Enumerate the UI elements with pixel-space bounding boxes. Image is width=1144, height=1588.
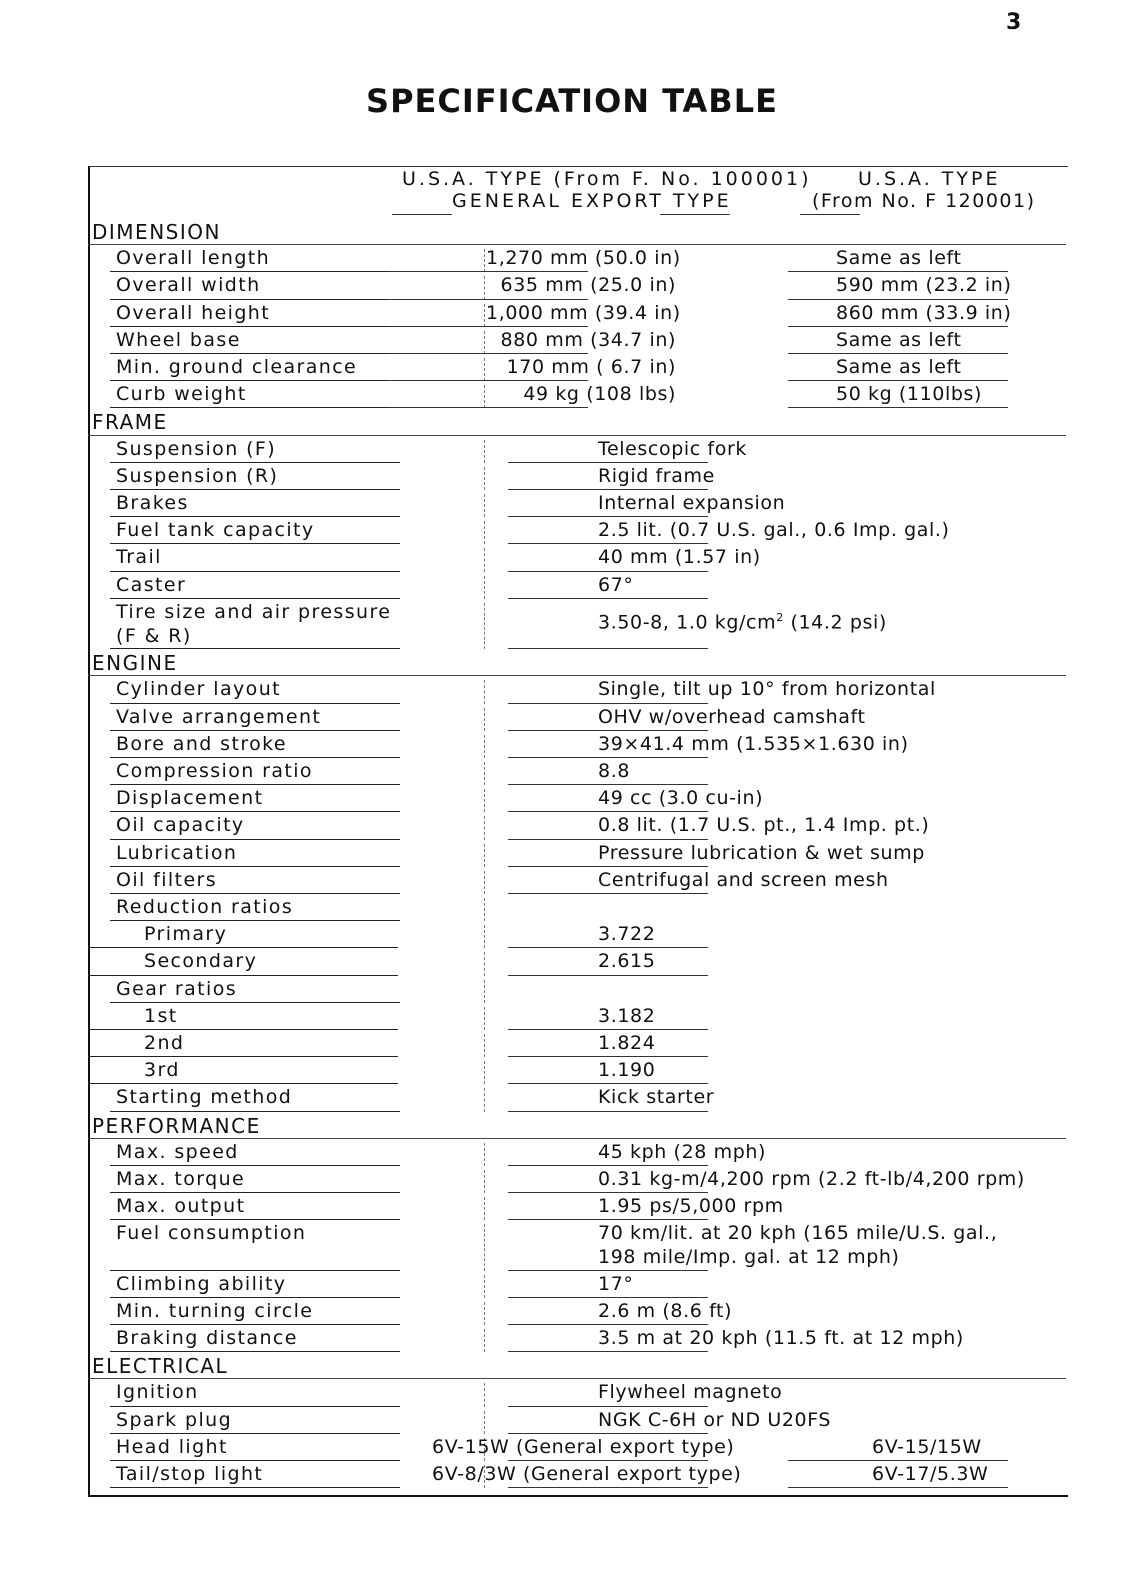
spec-row [88, 463, 1066, 490]
spec-row [88, 1084, 1066, 1111]
spec-value-text: 8.8 [598, 759, 631, 782]
spec-label: 3rd [144, 1059, 180, 1082]
spec-value [598, 1381, 782, 1403]
spec-row [88, 354, 1066, 381]
spec-value-text: Single, tilt up 10° from horizontal [598, 678, 936, 701]
spec-value-text: 2.615 [598, 950, 656, 973]
spec-label: Valve arrangement [116, 705, 322, 728]
spec-value [598, 923, 655, 945]
spec-row [88, 381, 1066, 408]
spec-row [88, 1461, 1066, 1488]
spec-value-text: Kick starter [598, 1086, 715, 1109]
spec-value [432, 1463, 741, 1485]
spec-value-text: 635 mm (25.0 in) [500, 274, 676, 297]
spec-row [88, 327, 1066, 354]
spec-value-text: Centrifugal and screen mesh [598, 868, 889, 891]
spec-value [598, 814, 929, 836]
section-title: DIMENSION [92, 220, 221, 244]
spec-value [486, 356, 676, 378]
spec-row [88, 572, 1066, 599]
spec-row [88, 676, 1066, 703]
spec-value [598, 574, 633, 596]
spec-row [88, 758, 1066, 785]
spec-label: Overall length [116, 247, 271, 270]
spec-label: Secondary [144, 950, 258, 973]
spec-label: Oil filters [116, 868, 218, 891]
spec-value [598, 950, 655, 972]
spec-row [88, 731, 1066, 758]
spec-value [598, 842, 925, 864]
spec-row [88, 812, 1066, 839]
spec-value-text: 6V-8/3W (General export type) [432, 1463, 742, 1486]
spec-value-text: 3.50-8, 1.0 kg/cm [598, 611, 777, 634]
spec-value-col2: 860 mm (33.9 in) [836, 301, 1012, 324]
spec-label: Max. speed [116, 1140, 239, 1163]
spec-value [598, 869, 889, 891]
spec-label: Bore and stroke [116, 732, 287, 755]
header-col1-line2: GENERAL EXPORT TYPE [452, 190, 732, 212]
spec-label: Starting method [116, 1086, 293, 1109]
spec-row [88, 704, 1066, 731]
spec-row [88, 1379, 1066, 1406]
spec-row [88, 867, 1066, 894]
spec-label: Min. turning circle [116, 1299, 314, 1322]
spec-label: Spark plug [116, 1408, 233, 1431]
spec-row [88, 1166, 1066, 1193]
spec-label: Braking distance [116, 1327, 298, 1350]
spec-value-text: Flywheel magneto [598, 1381, 783, 1404]
spec-value [598, 1005, 655, 1027]
section-heading [88, 218, 1066, 245]
spec-value-text: 1.190 [598, 1059, 656, 1082]
spec-value-text: 1.95 ps/5,000 rpm [598, 1195, 784, 1218]
spec-value-text: Telescopic fork [598, 437, 747, 460]
spec-row [88, 517, 1066, 544]
spec-value-text: 40 mm (1.57 in) [598, 546, 761, 569]
spec-value-text: 880 mm (34.7 in) [500, 328, 676, 351]
spec-value [598, 733, 909, 755]
spec-label: Max. torque [116, 1167, 246, 1190]
spec-value-text: 3.182 [598, 1004, 656, 1027]
spec-value-text: 3.722 [598, 923, 656, 946]
spec-row [88, 1003, 1066, 1030]
spec-label: Caster [116, 573, 187, 596]
spec-value [598, 519, 950, 541]
spec-value-text: 6V-15W (General export type) [432, 1435, 735, 1458]
spec-value-line2: 198 mile/Imp. gal. at 12 mph) [598, 1246, 900, 1269]
spec-value-text: 70 km/lit. at 20 kph (165 mile/U.S. gal., [598, 1222, 998, 1245]
spec-value-text: 1,000 mm (39.4 in) [486, 301, 681, 324]
spec-row [88, 1030, 1066, 1057]
spec-label: Ignition [116, 1381, 199, 1404]
spec-value-text: 170 mm ( 6.7 in) [506, 356, 676, 378]
spec-row [88, 1271, 1066, 1298]
spec-value-text: Rigid frame [598, 464, 715, 487]
spec-value [486, 383, 676, 405]
spec-value-text: Pressure lubrication & wet sump [598, 841, 925, 864]
spec-label: Gear ratios [116, 977, 238, 1000]
spec-label: Tire size and air pressure [116, 600, 392, 623]
spec-row [88, 1057, 1066, 1084]
section-title: FRAME [92, 410, 168, 435]
spec-value-text: 2.5 lit. (0.7 U.S. gal., 0.6 Imp. gal.) [598, 519, 950, 542]
spec-label: Brakes [116, 492, 189, 514]
spec-label: Displacement [116, 787, 264, 810]
spec-label: Primary [144, 923, 228, 946]
section-title: PERFORMANCE [92, 1113, 261, 1138]
spec-label: Climbing ability [116, 1272, 287, 1295]
spec-value-text: 0.31 kg-m/4,200 rpm (2.2 ft-lb/4,200 rpm) [598, 1167, 1025, 1190]
spec-value-text: OHV w/overhead camshaft [598, 705, 866, 728]
spec-value-col2: 50 kg (110lbs) [836, 383, 983, 406]
spec-value-text: 0.8 lit. (1.7 U.S. pt., 1.4 Imp. pt.) [598, 814, 930, 837]
spec-value [598, 678, 936, 700]
spec-value-col2: Same as left [836, 356, 962, 378]
spec-value-text: NGK C-6H or ND U20FS [598, 1408, 832, 1431]
spec-label-line2: (F & R) [116, 624, 192, 647]
spec-value-text: 45 kph (28 mph) [598, 1140, 767, 1163]
spec-row [88, 976, 1066, 1003]
spec-row [88, 894, 1066, 921]
spec-value-col2: 6V-17/5.3W [872, 1463, 989, 1486]
spec-row [88, 599, 1066, 649]
spec-value [598, 787, 763, 809]
header-col2-line2: (From No. F 120001) [812, 190, 1036, 212]
spec-value [598, 1195, 784, 1217]
spec-value [598, 1222, 997, 1244]
spec-label: Suspension (R) [116, 464, 279, 487]
spec-row [88, 1139, 1066, 1166]
page-title: SPECIFICATION TABLE [366, 82, 778, 120]
spec-value-col2: Same as left [836, 247, 962, 270]
spec-value-text: 1,270 mm (50.0 in) [486, 247, 681, 270]
spec-value [598, 1141, 766, 1163]
spec-row [88, 1220, 1066, 1270]
spec-value-col2: Same as left [836, 328, 962, 351]
section-heading [88, 1112, 1066, 1139]
spec-label: Wheel base [116, 328, 241, 351]
spec-value [598, 1300, 732, 1322]
header-col1-line1: U.S.A. TYPE (From F. No. 100001) [402, 168, 812, 190]
spec-value [598, 1273, 633, 1295]
spec-label: Lubrication [116, 841, 238, 864]
spec-row [88, 272, 1066, 299]
spec-row [88, 245, 1066, 272]
section-heading [88, 1352, 1066, 1379]
spec-value [598, 1409, 831, 1431]
spec-value [486, 329, 676, 351]
spec-row [88, 300, 1066, 327]
spec-value [598, 611, 887, 633]
spec-row [88, 1434, 1066, 1461]
spec-value-text: 3.5 m at 20 kph (11.5 ft. at 12 mph) [598, 1327, 964, 1350]
spec-label: 2nd [144, 1031, 185, 1054]
spec-label: Suspension (F) [116, 437, 277, 460]
spec-label: Tail/stop light [116, 1463, 264, 1486]
spec-value-tail: (14.2 psi) [783, 611, 887, 634]
spec-label: Overall width [116, 274, 261, 297]
spec-row [88, 544, 1066, 571]
header-col2-line1: U.S.A. TYPE [858, 168, 1001, 190]
spec-row [88, 1298, 1066, 1325]
spec-row [88, 490, 1066, 517]
spec-row [88, 1325, 1066, 1352]
spec-value [486, 247, 681, 270]
spec-row [88, 948, 1066, 975]
spec-value [598, 492, 785, 514]
spec-value [598, 1059, 655, 1081]
spec-value [486, 301, 681, 324]
page-number: 3 [1006, 10, 1022, 35]
spec-value [598, 1168, 1025, 1190]
spec-label: Reduction ratios [116, 895, 294, 918]
spec-label: Oil capacity [116, 814, 245, 837]
spec-value [598, 465, 715, 487]
spec-value [598, 760, 630, 782]
spec-label: Curb weight [116, 383, 247, 406]
spec-label: Compression ratio [116, 759, 313, 782]
spec-label: Min. ground clearance [116, 356, 358, 378]
spec-row [88, 840, 1066, 867]
spec-value-text: 49 kg (108 lbs) [523, 383, 676, 406]
spec-value [598, 546, 761, 568]
section-heading [88, 649, 1066, 676]
spec-row [88, 1193, 1066, 1220]
spec-row [88, 436, 1066, 463]
spec-value-text: 49 cc (3.0 cu-in) [598, 787, 764, 810]
spec-label: Trail [116, 546, 162, 569]
spec-value-col2: 6V-15/15W [872, 1435, 982, 1458]
spec-row [88, 785, 1066, 812]
spec-label: Head light [116, 1435, 228, 1458]
section-title: ELECTRICAL [92, 1354, 229, 1379]
spec-label: Max. output [116, 1195, 246, 1218]
spec-value [598, 438, 747, 460]
spec-label: Fuel consumption [116, 1222, 307, 1245]
spec-value-text: 2.6 m (8.6 ft) [598, 1299, 733, 1322]
spec-value-col2: 590 mm (23.2 in) [836, 274, 1012, 297]
section-heading [88, 408, 1066, 435]
spec-value-text: 39×41.4 mm (1.535×1.630 in) [598, 732, 909, 755]
spec-value-sup: 2 [776, 610, 784, 624]
spec-value [432, 1436, 734, 1458]
spec-value [486, 274, 676, 296]
section-title: ENGINE [92, 651, 178, 676]
spec-label: Overall height [116, 301, 271, 324]
spec-label: Cylinder layout [116, 678, 281, 701]
spec-row [88, 921, 1066, 948]
spec-value-text: 67° [598, 573, 634, 596]
spec-value [598, 1086, 714, 1108]
spec-label: Fuel tank capacity [116, 519, 315, 542]
spec-value [598, 706, 866, 728]
spec-value [598, 1327, 964, 1349]
spec-value [598, 1032, 655, 1054]
spec-value-text: Internal expansion [598, 492, 786, 514]
spec-value-text: 17° [598, 1272, 634, 1295]
spec-label: 1st [144, 1004, 178, 1027]
spec-row [88, 1407, 1066, 1434]
spec-value-text: 1.824 [598, 1031, 656, 1054]
